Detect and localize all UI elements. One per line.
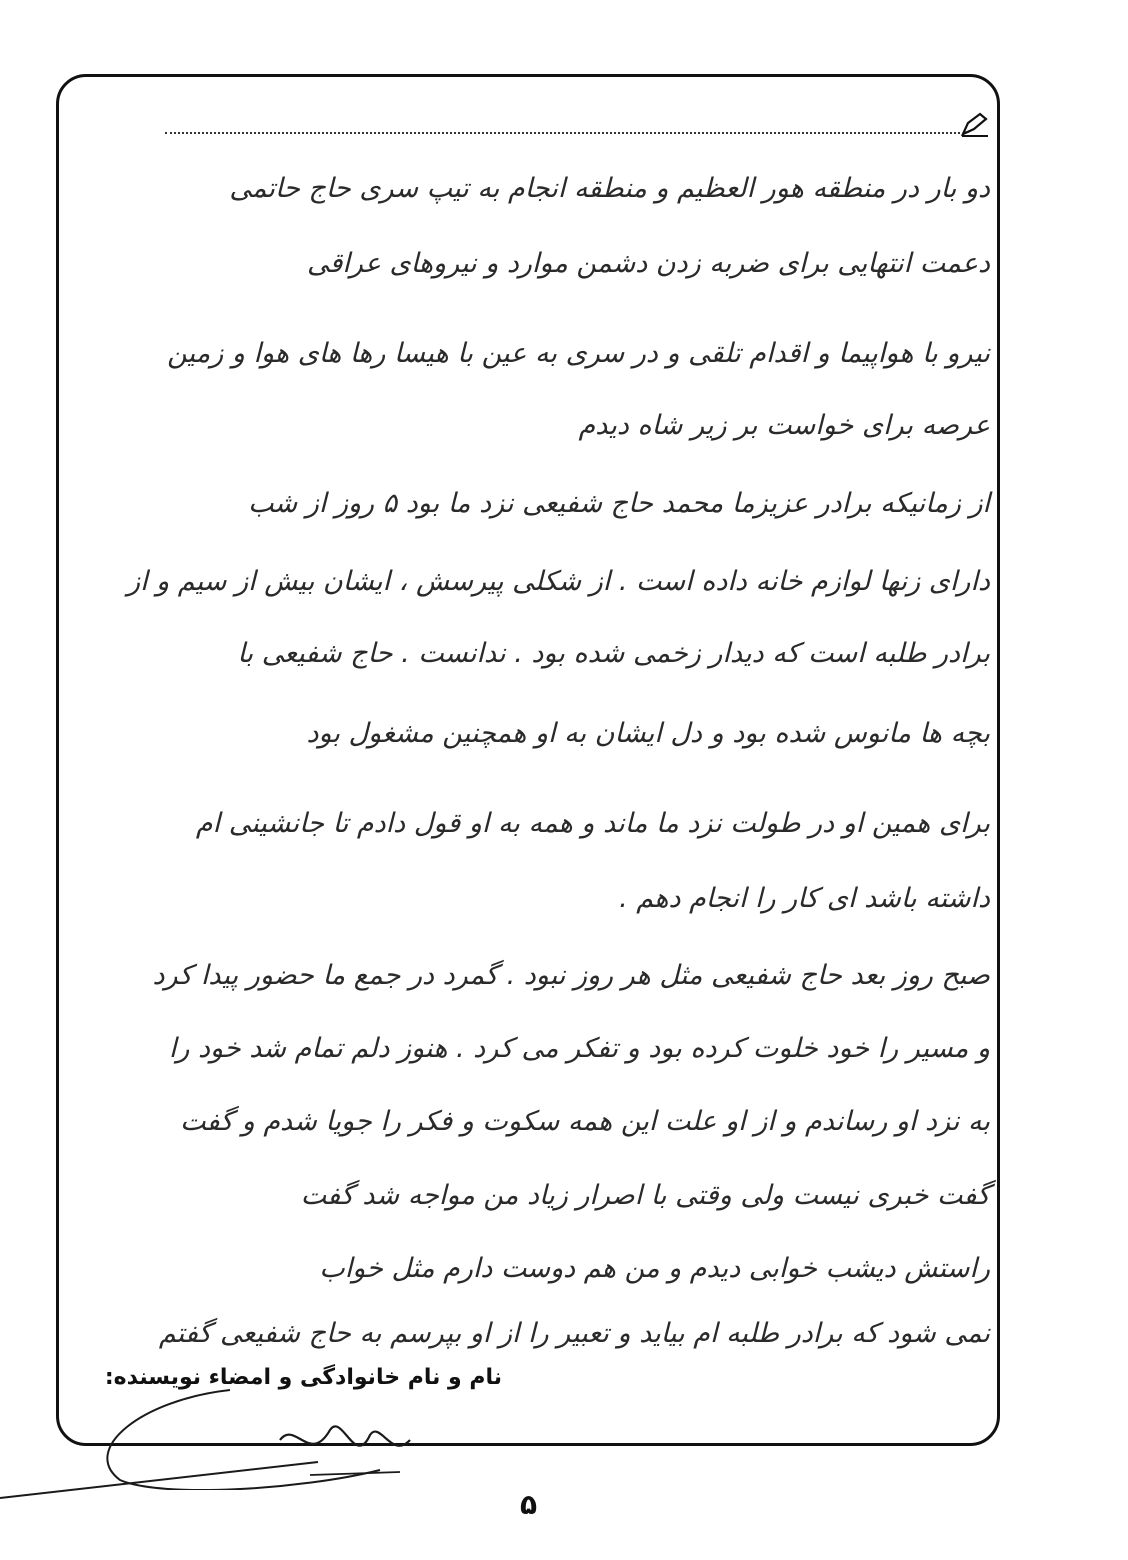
handwriting-line: دعمت انتهایی برای ضربه زدن دشمن موارد و نیروهای عراقی xyxy=(306,248,990,279)
stray-pen-mark xyxy=(0,1458,320,1508)
handwriting-line: صبح روز بعد حاج شفیعی مثل هر روز نبود . گمرد در جمع ما حضور پیدا کرد xyxy=(152,960,990,991)
handwriting-line: نیرو با هواپیما و اقدام تلقی و در سری به عین با هیسا رها های هوا و زمین xyxy=(167,338,990,369)
handwriting-line: برای همین او در طولت نزد ما ماند و همه به او قول دادم تا جانشینی ام xyxy=(195,808,990,839)
handwriting-line: و مسیر را خود خلوت کرده بود و تفکر می کرد . هنوز دلم تمام شد خود را xyxy=(168,1033,990,1064)
handwriting-line: بچه ها مانوس شده بود و دل ایشان به او همچنین مشغول بود xyxy=(306,718,990,749)
handwriting-line: از زمانیکه برادر عزیزما محمد حاج شفیعی نزد ما بود ۵ روز از شب xyxy=(248,488,990,519)
page-number: ۵ xyxy=(520,1488,538,1521)
header-writing-row xyxy=(160,108,990,138)
dotted-title-line xyxy=(165,132,960,134)
handwriting-line: نمی شود که برادر طلبه ام بیاید و تعبیر را از او بپرسم به حاج شفیعی گفتم xyxy=(158,1318,990,1349)
handwriting-line: دو بار در منطقه هور العظیم و منطقه انجام به تیپ سری حاج حاتمی xyxy=(229,173,990,204)
writer-signature-label: نام و نام خانوادگی و امضاء نویسنده: xyxy=(104,1365,502,1390)
handwriting-line: به نزد او رساندم و از او علت این همه سکوت و فکر را جویا شدم و گفت xyxy=(180,1106,990,1137)
pen-writing-icon xyxy=(960,110,990,138)
page-frame xyxy=(56,74,1000,1446)
handwriting-line: گفت خبری نیست ولی وقتی با اصرار زیاد من مواجه شد گفت xyxy=(300,1180,990,1211)
handwriting-line: برادر طلبه است که دیدار زخمی شده بود . ندانست . حاج شفیعی با xyxy=(237,638,990,669)
handwriting-line: راستش دیشب خوابی دیدم و من هم دوست دارم مثل خواب xyxy=(319,1253,990,1284)
handwriting-line: داشته باشد ای کار را انجام دهم . xyxy=(619,883,990,914)
handwriting-line: عرصه برای خواست بر زیر شاه دیدم xyxy=(578,410,990,441)
handwriting-line: دارای زنها لوازم خانه داده است . از شکلی پیرسش ، ایشان بیش از سیم و از xyxy=(127,566,990,597)
